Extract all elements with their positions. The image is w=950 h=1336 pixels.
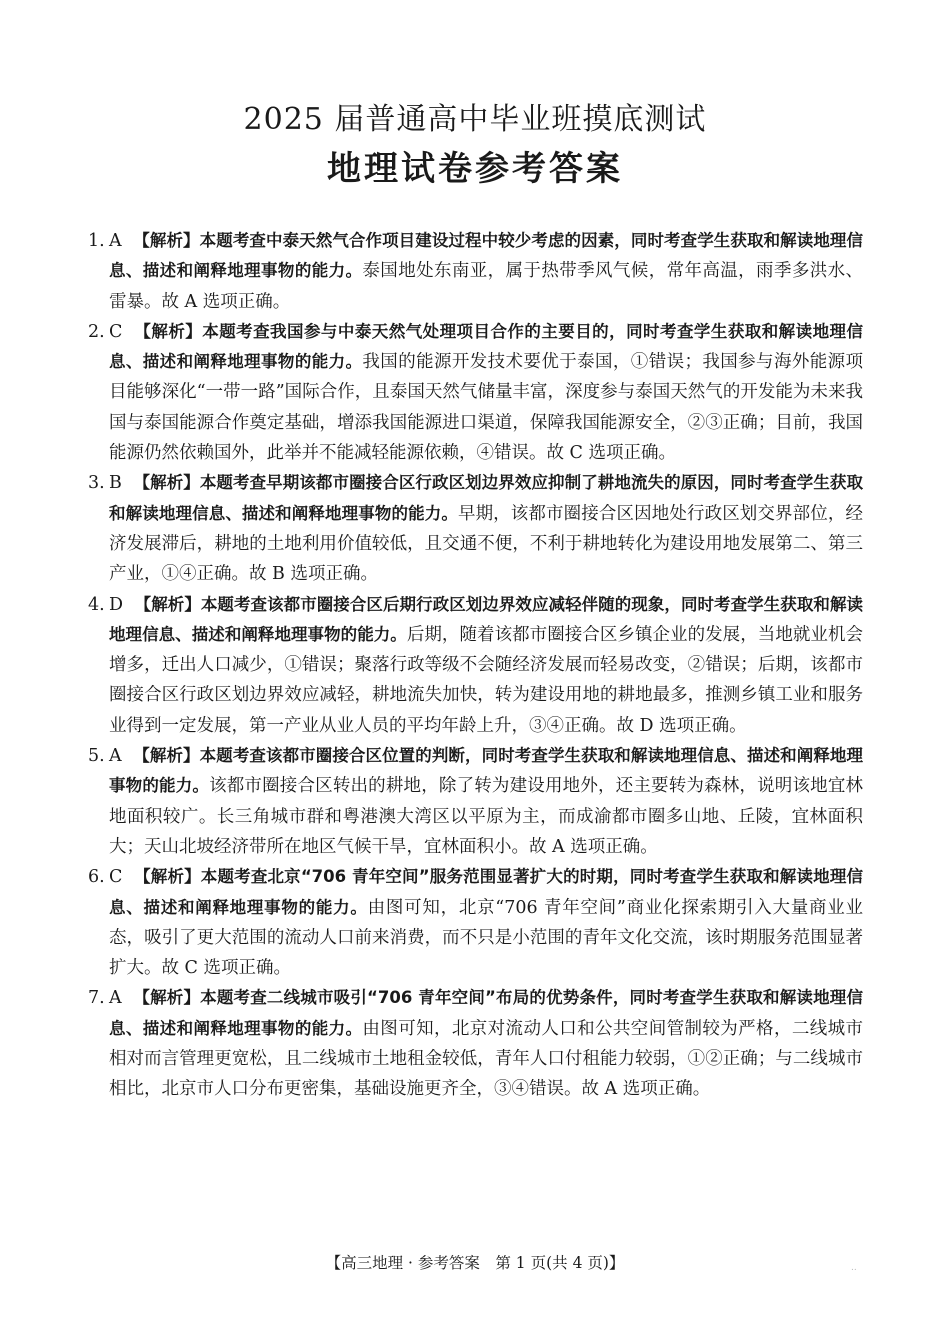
item-analysis-body: 由图可知，北京对流动人口和公共空间管制较为严格，二线城市相对而言管理更宽松，且二线城市土地租金较低，青年人口付租能力较弱，①②正确；与二线城市相比，北京市人口分布更密集，基础设施更齐全，③④错误。故 A 选项正确。 xyxy=(109,1018,864,1100)
item-number: 4. xyxy=(88,594,105,615)
item-number: 5. xyxy=(88,746,105,767)
document-title: 2025 届普通高中毕业班摸底测试 xyxy=(243,102,707,137)
answer-item-1 xyxy=(88,226,863,317)
item-answer: B xyxy=(109,473,122,494)
item-number: 3. xyxy=(88,473,105,494)
item-answer: C xyxy=(109,321,123,342)
answer-list xyxy=(88,226,863,1105)
item-answer: A xyxy=(109,746,122,767)
page-footer: 【高三地理 · 参考答案 第 1 页(共 4 页)】 xyxy=(325,1254,625,1272)
answer-item-5 xyxy=(88,741,863,862)
item-analysis-lead: 【解析】本题考查该都市圈接合区位置的判断，同时考查学生获取和解读地理信息、描述和阐释地理事物的能力。 xyxy=(109,746,863,796)
item-number: 7. xyxy=(88,988,105,1009)
item-number: 2. xyxy=(88,321,105,342)
item-answer: D xyxy=(109,594,124,615)
answer-item-6 xyxy=(88,862,863,983)
item-analysis-body: 泰国地处东南亚，属于热带季风气候，常年高温，雨季多洪水、雷暴。故 A 选项正确。 xyxy=(109,261,864,312)
item-analysis-lead: 【解析】本题考查早期该都市圈接合区行政区划边界效应抑制了耕地流失的原因，同时考查学生获取和解读地理信息、描述和阐释地理事物的能力。 xyxy=(109,473,863,523)
item-analysis-lead: 【解析】本题考查二线城市吸引“706 青年空间”布局的优势条件，同时考查学生获取和解读地理信息、描述和阐释地理事物的能力。 xyxy=(109,988,863,1038)
item-analysis-body: 早期，该都市圈接合区因地处行政区划交界部位，经济发展滞后，耕地的土地利用价值较低，且交通不便，不利于耕地转化为建设用地发展第二、第三产业，①④正确。故 B 选项正确。 xyxy=(109,503,864,585)
item-answer: A xyxy=(109,231,122,251)
item-analysis-lead: 【解析】本题考查北京“706 青年空间”服务范围显著扩大的时期，同时考查学生获取和解读地理信息、描述和阐释地理事物的能力。 xyxy=(109,867,863,917)
item-analysis-lead: 【解析】本题考查该都市圈接合区后期行政区划边界效应减轻伴随的现象，同时考查学生获取和解读地理信息、描述和阐释地理事物的能力。 xyxy=(109,594,863,644)
corner-dots: .. xyxy=(851,1263,857,1273)
item-answer: C xyxy=(109,867,123,888)
item-number: 1. xyxy=(88,231,105,251)
item-analysis-lead: 【解析】本题考查中泰天然气合作项目建设过程中较少考虑的因素，同时考查学生获取和解读地理信息、描述和阐释地理事物的能力。 xyxy=(109,231,863,281)
answer-item-2 xyxy=(88,317,863,468)
item-analysis-body: 由图可知，北京“706 青年空间”商业化探索期引入大量商业业态，吸引了更大范围的流动人口前来消费，而不只是小范围的青年文化交流，该时期服务范围显著扩大。故 C 选项正确。 xyxy=(109,897,864,979)
item-analysis-body: 后期，随着该都市圈接合区乡镇企业的发展，当地就业机会增多，迁出人口减少，①错误；聚落行政等级不会随经济发展而轻易改变，②错误；后期，该都市圈接合区行政区划边界效应减轻，耕地流失加快，转为建设用地的耕地最多，推测乡镇工业和服务业得到一定发展，第一产业从业人员的平均年龄上升，③④正确。故 D 选项正确。 xyxy=(109,624,864,736)
item-number: 6. xyxy=(88,867,105,888)
document-subtitle: 地理试卷参考答案 xyxy=(327,149,623,189)
item-analysis-body: 该都市圈接合区转出的耕地，除了转为建设用地外，还主要转为森林，说明该地宜林地面积较广。长三角城市群和粤港澳大湾区以平原为主，而成渝都市圈多山地、丘陵，宜林面积大；天山北坡经济带所在地区气候干旱，宜林面积小。故 A 选项正确。 xyxy=(109,776,864,857)
item-answer: A xyxy=(109,988,122,1009)
answer-item-3 xyxy=(88,468,863,589)
item-analysis-body: 我国的能源开发技术要优于泰国，①错误；我国参与海外能源项目能够深化“一带一路”国际合作，且泰国天然气储量丰富，深度参与泰国天然气的开发能为未来我国与泰国能源合作奠定基础，增添我国能源进口渠道，保障我国能源安全，②③正确；目前，我国能源仍然依赖国外，此举并不能减轻能源依赖，④错误。故 C 选项正确。 xyxy=(109,352,864,464)
answer-item-4 xyxy=(88,590,863,741)
item-analysis-lead: 【解析】本题考查我国参与中泰天然气处理项目合作的主要目的，同时考查学生获取和解读地理信息、描述和阐释地理事物的能力。 xyxy=(109,321,863,372)
answer-item-7 xyxy=(88,983,863,1104)
